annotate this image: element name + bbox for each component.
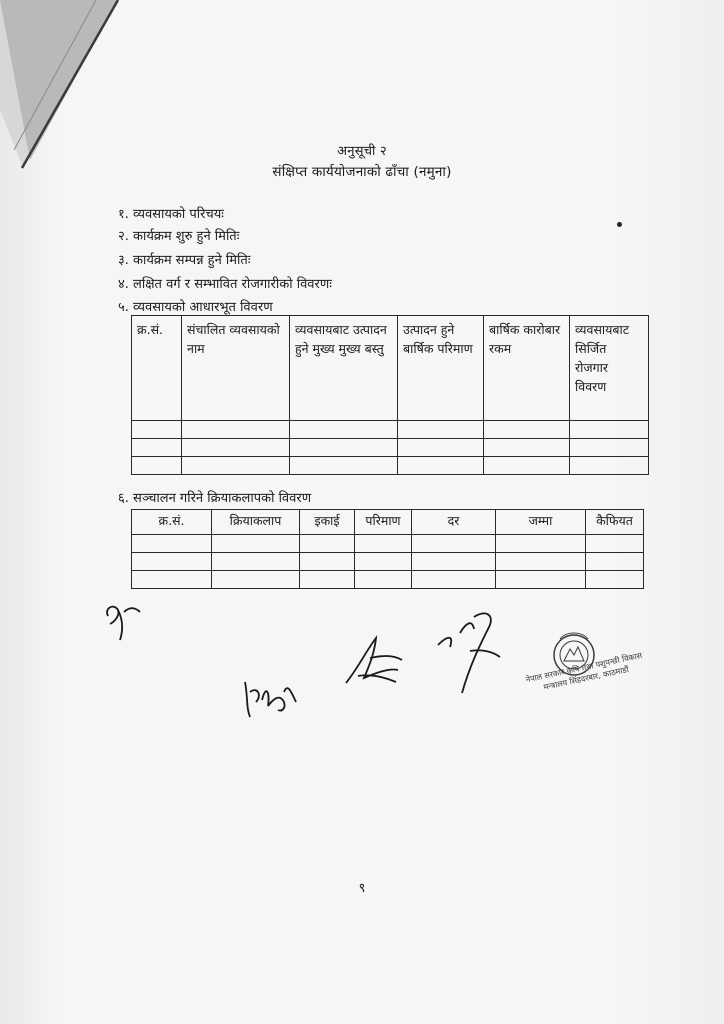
page-number: ९ — [358, 881, 366, 896]
table-row — [132, 457, 649, 475]
list-item-basic-details: ५. व्यवसायको आधारभूत विवरण — [118, 300, 273, 315]
signature-2 — [240, 672, 300, 722]
table-row — [132, 535, 644, 553]
col-rate: दर — [412, 510, 496, 535]
table-row — [132, 439, 649, 457]
col-serial: क्र.सं. — [132, 510, 212, 535]
col-unit: इकाई — [300, 510, 355, 535]
activities-table — [131, 509, 644, 589]
signature-3 — [338, 628, 418, 693]
table-header-row — [132, 510, 644, 535]
col-activity: क्रियाकलाप — [212, 510, 300, 535]
table-row — [132, 421, 649, 439]
col-remarks: कैफियत — [586, 510, 644, 535]
ink-speck — [617, 222, 622, 227]
col-serial: क्र.सं. — [132, 316, 182, 421]
list-item-activities: ६. सञ्चालन गरिने क्रियाकलापको विवरण — [118, 491, 312, 506]
list-item-start-date: २. कार्यक्रम शुरु हुने मितिः — [118, 229, 240, 244]
seal-text: नेपाल सरकार कृषि तथा पशुपन्छी विकास मन्त्रालय सिंहदरबार, काठमाडौं — [524, 650, 643, 692]
document-title: संक्षिप्त कार्ययोजनाको ढाँचा (नमुना) — [272, 164, 452, 180]
list-item-target-group: ४. लक्षित वर्ग र सम्भावित रोजगारीको विवरणः — [118, 277, 332, 292]
signature-4 — [430, 605, 515, 700]
col-business-name: संचालित व्यवसायको नाम — [182, 316, 290, 421]
business-details-table — [131, 315, 649, 475]
col-annual-production: उत्पादन हुने बार्षिक परिमाण — [398, 316, 484, 421]
list-item-end-date: ३. कार्यक्रम सम्पन्न हुने मितिः — [118, 253, 251, 268]
col-main-products: व्यवसायबाट उत्पादन हुने मुख्य मुख्य बस्तु — [290, 316, 398, 421]
table-header-row — [132, 316, 649, 421]
col-annual-turnover: बार्षिक कारोबार रकम — [484, 316, 570, 421]
col-total: जम्मा — [496, 510, 586, 535]
list-item-business-intro: १. व्यवसायको परिचयः — [118, 207, 224, 222]
table-row — [132, 553, 644, 571]
col-employment: व्यवसायबाट सिर्जित रोजगार विवरण — [570, 316, 649, 421]
col-quantity: परिमाण — [355, 510, 412, 535]
annex-heading: अनुसूची २ — [337, 144, 387, 159]
table-row — [132, 571, 644, 589]
signature-1 — [100, 598, 150, 643]
